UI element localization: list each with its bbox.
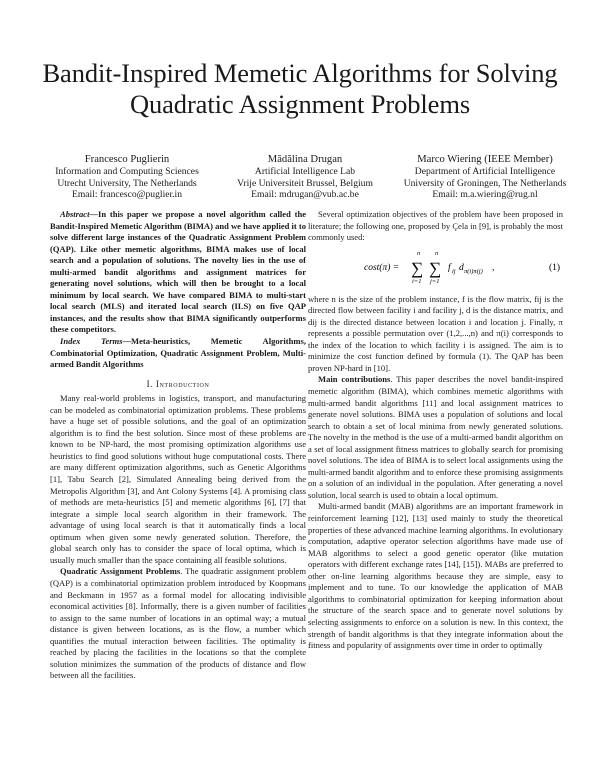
objective-paragraph: Several optimization objectives of the problem have been proposed in literature; the following one, proposed by Çela in [9], is probably the most commonly used:: [308, 209, 563, 243]
author-name: Francesco Puglierin: [84, 154, 170, 165]
sum-upper-limit-1: n: [417, 249, 421, 257]
author-name: Mădălina Drugan: [267, 154, 343, 165]
abstract-label: Abstract: [60, 209, 90, 219]
equation-comma: ,: [492, 262, 495, 273]
equation-f-subscript: ij: [452, 267, 456, 275]
author-block-3: [385, 154, 585, 201]
sum-lower-limit-1: i=1: [412, 277, 422, 285]
author-affiliation: Utrecht University, The Netherlands: [57, 177, 197, 189]
author-email: Email: mdrugan@vub.ac.be: [251, 189, 359, 200]
abstract: [50, 209, 306, 336]
author-affiliation: Artificial Intelligence Lab: [254, 166, 356, 177]
equation-number: (1): [549, 262, 561, 273]
author-affiliation: Vrije Universiteit Brussel, Belgium: [237, 177, 373, 189]
equation-d: d: [459, 262, 464, 273]
author-block-2: [220, 154, 390, 201]
author-email: Email: francesco@puglier.in: [71, 189, 183, 200]
index-terms-label: Index Terms: [60, 336, 123, 347]
qap-paragraph-text: . The quadratic assignment problem (QAP) is a combinatorial optimization problem introduced by Koopmans and Beckmann in 1957 as a formal model for allocating indivisible economical activities [8]. Informally, there is a given number of facilities to assign to the same number of locations in an optimal way; a mutual distance is given between locations, as is the flow, a number which quantifies the mutual interaction between facilities. The optimality is reached by placing the facilities in the locations so that the complete solution minimizes the summation of the products of distance and flow between all the facilities.: [50, 566, 306, 681]
abstract-text: —In this paper we propose a novel algorithm called the Bandit-Inspired Memetic Algorithm (BIMA) and we have applied it to solve different large instances of the Quadratic Assignment Problem (QAP). Like other memetic algorithms, BIMA makes use of local search and a population of solutions. The novelty lies in the use of multi-armed bandit algorithms and assignment matrices for generating novel solutions, which will then be brought to a local minimum by local search. We have compared BIMA to multi-start local search (MLS) and iterated local search (ILS) on five QAP instances, and the results show that BIMA significantly outperforms these competitors.: [50, 209, 307, 335]
intro-paragraph: Many real-world problems in logistics, transport, and manufacturing can be modeled as combinatorial optimization problems. These problems have a huge set of possible solutions, and the goal of an optimization algorithm is to find the best solution. Since most of these problems are known to be NP-hard, the most promising optimization algorithms use heuristics to find good solutions without huge computational costs. There are many different optimization algorithms, such as Genetic Algorithms [1], Tabu Search [2], Simulated Annealing being derived from the Metropolis Algorithm [3], and Ant Colony Systems [4]. A promising class of methods are meta-heuristics [5] and memetic algorithms [6], [7] that integrate a simple local search algorithm in their framework. The advantage of using local search is that it automatically finds a local optimum when given some newly generated solution. Therefore, the global search only has to consider the space of local optima, which is usually much smaller than the space containing all feasible solutions.: [50, 393, 306, 565]
sum-upper-limit-2: n: [435, 249, 439, 257]
title-line-1: Bandit-Inspired Memetic Algorithms for Solving: [42, 58, 558, 88]
equation-f: f: [448, 262, 451, 273]
definition-paragraph: where n is the size of the problem instance, f is the flow matrix, fij is the directed flow between facility i and facility j, d is the distance matrix, and dij is the directed distance between location i and location j. Finally, π represents a possible permutation over (1,2,...,n) and π(i) corresponds to the index of the location to which facility i is assigned. The aim is to minimize the cost function defined by formula (1). The QAP has been proven NP-hard in [10].: [308, 293, 563, 373]
contributions-label: Main contributions: [318, 374, 391, 385]
equation-svg: [308, 247, 563, 289]
author-email: Email: m.a.wiering@rug.nl: [432, 189, 538, 200]
sum-symbol-1: ∑: [411, 258, 424, 278]
right-column: [308, 209, 563, 652]
left-column: [50, 209, 306, 682]
author-block-1: [42, 154, 212, 201]
mab-paragraph: Multi-armed bandit (MAB) algorithms are an important framework in reinforcement learning [12], [13] used mainly to study the theoretical properties of these advanced machine learning algorithms. In evolutionary computation, adaptive operator selection algorithms have made use of MAB algorithms to select a good genetic operator (like mutation operators with different exchange rates [14], [15]). MABs are preferred to other on-line learning algorithms because they are simple, easy to implement and to tune. To our knowledge the application of MAB algorithms to combinatorial optimization for keeping information about the structure of the search space and to generate novel solutions by selecting assignments to enforce on a solution is new. In this context, the strength of bandit algorithms is that they integrate information about the fitness and popularity of assignments over time in order to optimally: [308, 501, 563, 651]
index-terms-text: —Meta-heuristics, Memetic Algorithms, Combinatorial Optimization, Quadratic Assignment Problem, Multi-armed Bandit Algorithms: [50, 336, 306, 370]
author-affiliation: Information and Computing Sciences: [55, 166, 199, 177]
author-name: Marco Wiering (IEEE Member): [417, 154, 553, 165]
contributions-text: . This paper describes the novel bandit-inspired memetic algorithm (BIMA), which combines memetic algorithms with multi-armed bandit algorithms [11] and local assignment matrices to generate novel solutions. BIMA uses a population of solutions and local search to obtain a set of local minima from newly generated solutions. The novelty in the method is the use of a multi-armed bandit algorithm on a set of local assignment fitness matrices to globally search for promising novel solutions. The idea of BIMA is to select local assignments using the multi-armed bandit algorithm and to enforce these promising assignments on a solution of an individual in the population. After generating a novel solution, local search is used to obtain a local optimum.: [308, 374, 563, 500]
contributions-paragraph: [308, 374, 563, 501]
cost-equation: [308, 247, 563, 289]
equation-d-subscript: π(i)π(j): [464, 267, 483, 275]
qap-paragraph: [50, 566, 306, 681]
paper-title: [40, 58, 560, 120]
title-line-2: Quadratic Assignment Problems: [129, 89, 471, 119]
index-terms: [50, 336, 306, 371]
author-affiliation: Department of Artificial Intelligence: [414, 166, 556, 177]
qap-paragraph-label: Quadratic Assignment Problems: [60, 566, 181, 577]
section-heading: I. Introduction: [146, 378, 210, 389]
equation-lhs: cost(π) =: [364, 262, 400, 273]
sum-lower-limit-2: j=1: [430, 277, 440, 285]
sum-symbol-2: ∑: [429, 258, 442, 278]
author-affiliation: University of Groningen, The Netherlands: [403, 177, 567, 189]
